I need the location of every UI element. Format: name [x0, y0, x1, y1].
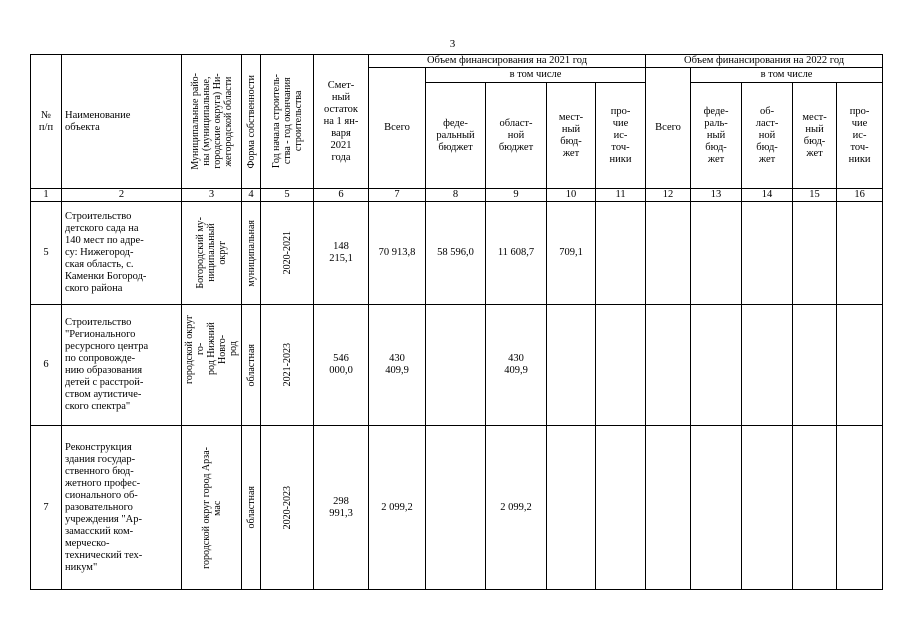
row-total-2022	[646, 426, 691, 590]
header-years: Год начала строитель- ства - год окончания строительства	[261, 55, 314, 189]
header-other-2022: про- чие ис- точ- ники	[837, 83, 883, 189]
column-number: 3	[182, 189, 242, 202]
header-total-2022: Всего	[646, 68, 691, 189]
column-number: 10	[547, 189, 596, 202]
header-total-2021: Всего	[369, 68, 426, 189]
column-number: 13	[691, 189, 742, 202]
header-name: Наименование объекта	[62, 55, 182, 189]
row-regional-2022	[742, 426, 793, 590]
row-federal-2021: 58 596,0	[426, 202, 486, 305]
column-number: 6	[314, 189, 369, 202]
row-district: городской округ го- род Нижний Новго- род	[182, 305, 242, 426]
header-regional-2022: об- ласт- ной бюд- жет	[742, 83, 793, 189]
table-row	[31, 202, 883, 305]
row-local-2022	[793, 426, 837, 590]
row-total-2021: 70 913,8	[369, 202, 426, 305]
column-number: 5	[261, 189, 314, 202]
row-federal-2022	[691, 202, 742, 305]
header-local-2022: мест- ный бюд- жет	[793, 83, 837, 189]
row-ownership: областная	[242, 305, 261, 426]
row-federal-2021	[426, 426, 486, 590]
header-including-2022: в том числе	[691, 68, 883, 83]
row-total-2021: 2 099,2	[369, 426, 426, 590]
row-total-2022	[646, 202, 691, 305]
row-local-2022	[793, 305, 837, 426]
row-district: Богородский му- ниципальный округ	[182, 202, 242, 305]
column-number: 16	[837, 189, 883, 202]
row-total-2022	[646, 305, 691, 426]
column-number: 7	[369, 189, 426, 202]
header-fin-2022: Объем финансирования на 2022 год	[646, 55, 883, 68]
row-regional-2021: 11 608,7	[486, 202, 547, 305]
row-name: Реконструкция здания государ- ственного бюд- жетного профес- сионального об- разовательного учреждения "Ар- замасский ком- мерческо- технический тех- никум"	[62, 426, 182, 590]
row-ownership: областная	[242, 426, 261, 590]
header-fin-2021: Объем финансирования на 2021 год	[369, 55, 646, 68]
header-num: № п/п	[31, 55, 62, 189]
header-ownership: Форма собственности	[242, 55, 261, 189]
row-other-2022	[837, 305, 883, 426]
header-other-2021: про- чие ис- точ- ники	[596, 83, 646, 189]
header-regional-2021: област- ной бюджет	[486, 83, 547, 189]
row-local-2021: 709,1	[547, 202, 596, 305]
row-num: 6	[31, 305, 62, 426]
column-number: 9	[486, 189, 547, 202]
row-total-2021: 430 409,9	[369, 305, 426, 426]
row-federal-2021	[426, 305, 486, 426]
row-local-2022	[793, 202, 837, 305]
header-including-2021: в том числе	[426, 68, 646, 83]
row-regional-2022	[742, 305, 793, 426]
row-num: 7	[31, 426, 62, 590]
row-years: 2021-2023	[261, 305, 314, 426]
header-federal-2021: феде- ральный бюджет	[426, 83, 486, 189]
row-name: Строительство "Регионального ресурсного центра по сопровожде- нию образования детей с расстрой- ством аутистиче- ского спектра"	[62, 305, 182, 426]
column-number: 1	[31, 189, 62, 202]
row-other-2021	[596, 305, 646, 426]
header-district: Муниципальные райо- ны (муниципальные, городские округа) Ни- жегородской области	[182, 55, 242, 189]
row-local-2021	[547, 305, 596, 426]
row-federal-2022	[691, 305, 742, 426]
row-balance: 148 215,1	[314, 202, 369, 305]
row-name: Строительство детского сада на 140 мест по адре- су: Нижегород- ская область, с. Каменки Богород- ского района	[62, 202, 182, 305]
row-federal-2022	[691, 426, 742, 590]
header-local-2021: мест- ный бюд- жет	[547, 83, 596, 189]
column-number: 2	[62, 189, 182, 202]
row-district: городской округ город Арза- мас	[182, 426, 242, 590]
header-federal-2022: феде- раль- ный бюд- жет	[691, 83, 742, 189]
financing-table	[30, 54, 883, 590]
column-number: 11	[596, 189, 646, 202]
row-local-2021	[547, 426, 596, 590]
row-regional-2021: 2 099,2	[486, 426, 547, 590]
column-number: 8	[426, 189, 486, 202]
row-other-2022	[837, 202, 883, 305]
row-balance: 298 991,3	[314, 426, 369, 590]
column-number: 15	[793, 189, 837, 202]
row-other-2021	[596, 202, 646, 305]
page-number: 3	[449, 38, 456, 50]
table-row	[31, 305, 883, 426]
table-row	[31, 426, 883, 590]
column-number: 14	[742, 189, 793, 202]
row-other-2021	[596, 426, 646, 590]
header-balance: Смет- ный остаток на 1 ян- варя 2021 года	[314, 55, 369, 189]
row-years: 2020-2023	[261, 426, 314, 590]
row-years: 2020-2021	[261, 202, 314, 305]
column-number: 4	[242, 189, 261, 202]
column-number: 12	[646, 189, 691, 202]
row-balance: 546 000,0	[314, 305, 369, 426]
row-other-2022	[837, 426, 883, 590]
row-ownership: муниципальная	[242, 202, 261, 305]
row-regional-2022	[742, 202, 793, 305]
row-num: 5	[31, 202, 62, 305]
column-number-row	[31, 189, 883, 202]
row-regional-2021: 430 409,9	[486, 305, 547, 426]
